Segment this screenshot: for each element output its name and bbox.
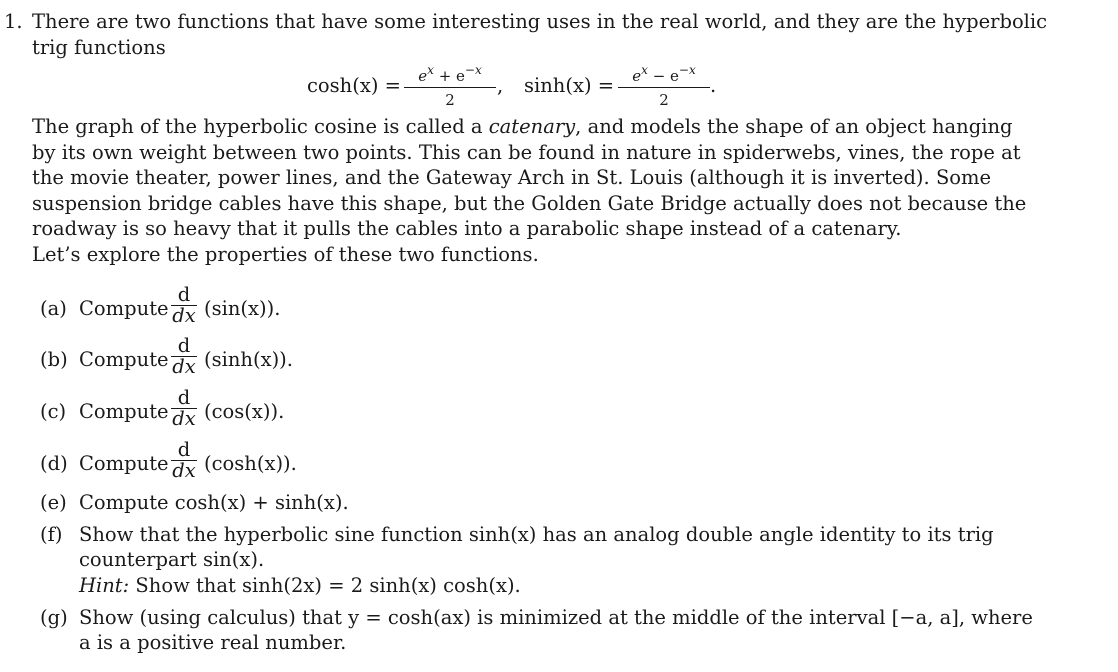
- intro-line-1: There are two functions that have some interesting uses in the real world, and they are the hyperbolic: [32, 10, 1048, 33]
- paragraph-line-6: Let’s explore the properties of these two functions.: [32, 243, 539, 266]
- paragraph-line-1: The graph of the hyperbolic cosine is called a catenary, and models the shape of an object hanging: [32, 115, 1013, 138]
- intro-line-2: trig functions: [32, 36, 166, 59]
- part-a-derivative: d dx: [172, 283, 196, 327]
- part-g-line-2: a is a positive real number.: [79, 631, 347, 654]
- paragraph-line-5: roadway is so heavy that it pulls the cables into a parabolic shape instead of a catenary.: [32, 217, 902, 240]
- formula-comma: ,: [497, 74, 504, 97]
- part-g-label: (g): [40, 606, 68, 629]
- cosh-sup-negx: −x: [464, 63, 482, 77]
- paragraph-line-4: suspension bridge cables have this shape, but the Golden Gate Bridge actually does not because the: [32, 192, 1027, 215]
- part-b-text: Compute: [79, 348, 169, 371]
- paragraph-line-2: by its own weight between two points. This can be found in nature in spiderwebs, vines, the rope at: [32, 141, 1021, 164]
- sinh-num-e: e: [632, 67, 642, 85]
- part-f-line-2: counterpart sin(x).: [79, 548, 265, 571]
- part-b-arg: (sinh(x)).: [204, 348, 293, 371]
- part-d-arg: (cosh(x)).: [204, 452, 297, 475]
- part-c-label: (c): [40, 400, 67, 423]
- part-a-arg: (sin(x)).: [204, 297, 281, 320]
- hint-text: Show that sinh(2x) = 2 sinh(x) cosh(x).: [129, 574, 521, 597]
- part-d-text: Compute: [79, 452, 169, 475]
- part-c-arg: (cos(x)).: [204, 400, 285, 423]
- part-e-text: Compute cosh(x) + sinh(x).: [79, 491, 349, 514]
- part-f-line-1: Show that the hyperbolic sine function sinh(x) has an analog double angle identity to its trig: [79, 523, 994, 546]
- cosh-denominator: 2: [445, 91, 455, 109]
- sinh-num-rest: − e: [647, 67, 679, 85]
- part-c-text: Compute: [79, 400, 169, 423]
- formula-period: .: [710, 74, 717, 97]
- cosh-fraction: [404, 60, 496, 110]
- problem-number: 1.: [4, 10, 23, 33]
- catenary-term: catenary: [488, 115, 576, 138]
- part-b-derivative: d dx: [172, 334, 196, 378]
- sinh-denominator: 2: [659, 91, 669, 109]
- part-f-label: (f): [40, 523, 63, 546]
- sinh-lhs: sinh(x) =: [524, 74, 615, 97]
- sinh-sup-negx: −x: [678, 63, 696, 77]
- part-a-text: Compute: [79, 297, 169, 320]
- hint-label: Hint:: [79, 574, 130, 597]
- sinh-sup-x: x: [641, 63, 648, 77]
- part-b-label: (b): [40, 348, 68, 371]
- part-f-hint: [79, 574, 521, 598]
- cosh-num-e: e: [418, 67, 428, 85]
- part-c-derivative: d dx: [172, 386, 196, 430]
- part-g-line-1: Show (using calculus) that y = cosh(ax) is minimized at the middle of the interval [−a, a], where: [79, 606, 1033, 629]
- part-e-label: (e): [40, 491, 67, 514]
- sinh-fraction: [618, 60, 710, 110]
- cosh-num-rest: + e: [433, 67, 465, 85]
- paragraph-line-3: the movie theater, power lines, and the Gateway Arch in St. Louis (although it is inverted). Some: [32, 166, 992, 189]
- part-d-derivative: d dx: [172, 438, 196, 482]
- part-d-label: (d): [40, 452, 68, 475]
- cosh-sup-x: x: [427, 63, 434, 77]
- cosh-lhs: cosh(x) =: [307, 74, 401, 97]
- part-a-label: (a): [40, 297, 67, 320]
